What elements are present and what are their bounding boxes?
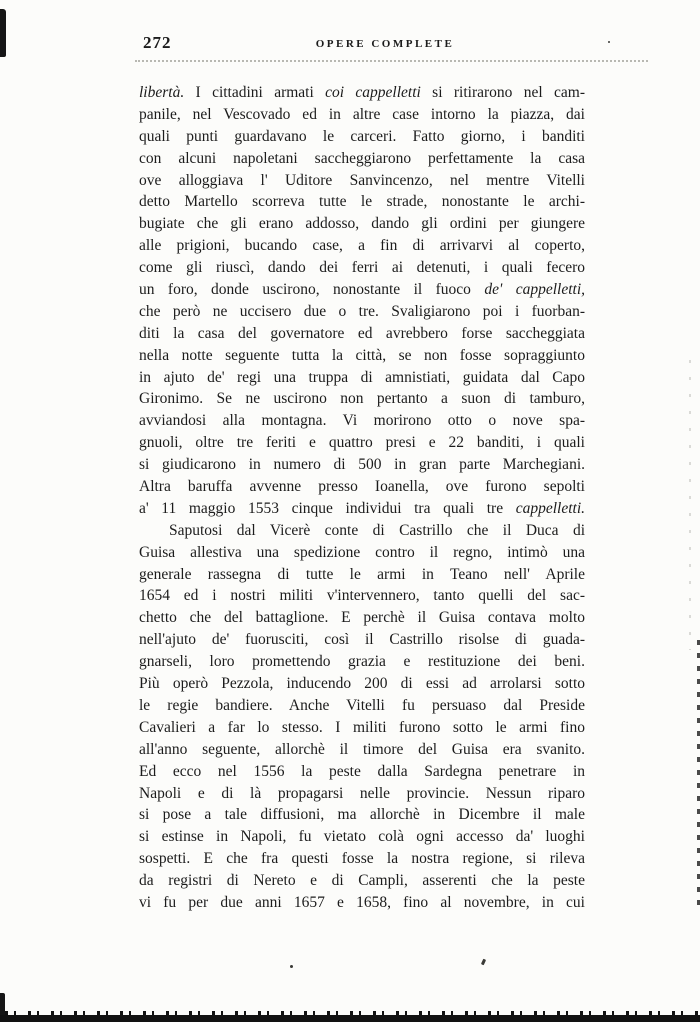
- body-text: Guisa allestiva una spedizione contro il regno, intimò una: [139, 543, 585, 561]
- header-dotted-rule: [135, 60, 648, 62]
- body-text: bugiate che gli erano addosso, dando gli ordini per giungere: [139, 215, 585, 233]
- body-text: avviandosi alla montagna. Vi morirono otto o nove spa-: [139, 412, 585, 430]
- text-block: [139, 82, 585, 914]
- text-line: [139, 104, 585, 126]
- body-text: 1654 ed i nostri militi v'intervennero, tanto quelli del sac-: [139, 587, 585, 605]
- body-text: gnuoli, oltre tre feriti e quattro presi e 22 banditi, i quali: [139, 434, 585, 452]
- body-text: quali punti guardavano le carceri. Fatto giorno, i banditi: [139, 127, 585, 145]
- body-text: chetto che del battaglione. E perchè il Guisa contava molto: [139, 609, 585, 627]
- text-line: [139, 345, 585, 367]
- text-line: [139, 170, 585, 192]
- text-line: [139, 717, 585, 739]
- body-text: sospetti. E che fra questi fosse la nostra regione, si rileva: [139, 850, 585, 868]
- italic-text: coi cappelletti: [325, 84, 421, 101]
- body-text: le regie bandiere. Anche Vitelli fu persuaso dal Preside: [139, 696, 585, 714]
- text-line: [139, 804, 585, 826]
- body-text: che però ne uccisero due o tre. Svaligiarono poi i fuorban-: [139, 302, 585, 320]
- body-text: panile, nel Vescovado ed in altre case intorno la piazza, dai: [139, 105, 585, 123]
- page-number: 272: [143, 33, 172, 52]
- text-line: [139, 564, 585, 586]
- body-text: un foro, donde uscirono, nonostante il fuoco: [139, 281, 485, 299]
- text-line: [139, 82, 585, 104]
- text-line: [139, 388, 585, 410]
- body-text: Gironimo. Se ne uscirono non pertanto a suon di tamburo,: [139, 390, 585, 408]
- scan-artifact-right-faint: [689, 360, 691, 650]
- italic-text: libertà.: [139, 84, 185, 101]
- text-line: [139, 542, 585, 564]
- italic-text: de' cappelletti,: [484, 281, 585, 299]
- body-text: gnarseli, loro promettendo grazia e restituzione dei beni.: [139, 653, 585, 671]
- text-line: [139, 257, 585, 279]
- text-line: [139, 629, 585, 651]
- text-line: [139, 454, 585, 476]
- body-text: vi fu per due anni 1657 e 1658, fino al novembre, in cui: [139, 893, 585, 911]
- text-line: [139, 826, 585, 848]
- scan-artifact-bottom-ragged: [0, 1011, 700, 1015]
- body-text: come gli riuscì, dando dei ferri ai detenuti, i quali fecero: [139, 259, 585, 277]
- text-line: [139, 126, 585, 148]
- body-text: Cavalieri a far lo stesso. I militi furono sotto le armi fino: [139, 718, 585, 736]
- scan-speck: [290, 965, 293, 968]
- body-text: nell'ajuto de' fuorusciti, così il Castrillo risolse di guada-: [139, 631, 585, 649]
- body-text: in ajuto de' regi una truppa di amnistiati, guidata dal Capo: [139, 368, 585, 386]
- text-line: [139, 783, 585, 805]
- scan-artifact-bottom-left: [0, 993, 5, 1016]
- text-line: [139, 191, 585, 213]
- text-line: [139, 213, 585, 235]
- text-line: [139, 279, 585, 301]
- scan-speck: [481, 959, 486, 966]
- body-text: generale rassegna di tutte le armi in Teano nell' Aprile: [139, 565, 585, 583]
- body-text: con alcuni napoletani saccheggiarono perfettamente la casa: [139, 149, 585, 167]
- body-text: a' 11 maggio 1553 cinque individui tra quali tre: [139, 499, 516, 517]
- body-text: diti la casa del governatore ed avrebbero forse saccheggiata: [139, 324, 585, 342]
- text-line: [139, 892, 585, 914]
- text-line: [139, 301, 585, 323]
- body-text: Altra baruffa avvenne presso Ioanella, ove furono sepolti: [139, 478, 585, 496]
- text-line: [139, 607, 585, 629]
- text-line: [139, 695, 585, 717]
- body-text: si estinse in Napoli, fu vietato colà ogni accesso da' luoghi: [139, 828, 585, 846]
- text-line: [139, 761, 585, 783]
- body-text: da registri di Nereto e di Campli, asserenti che la peste: [139, 872, 585, 890]
- scan-speck: [608, 41, 610, 43]
- text-line: [139, 235, 585, 257]
- text-line: [139, 148, 585, 170]
- body-text: Ed ecco nel 1556 la peste dalla Sardegna penetrare in: [139, 762, 585, 780]
- text-line: [139, 323, 585, 345]
- body-text: nella notte seguente tutta la città, se non fosse sopraggiunto: [139, 346, 585, 364]
- body-text: detto Martello scorreva tutte le strade, nonostante le archi-: [139, 193, 585, 211]
- text-line: [139, 432, 585, 454]
- text-line: [139, 673, 585, 695]
- body-text: all'anno seguente, allorchè il timore del Guisa era svanito.: [139, 740, 585, 758]
- text-line: [139, 410, 585, 432]
- text-line: [139, 476, 585, 498]
- body-text: si giudicarono in numero di 500 in gran parte Marchegiani.: [139, 456, 585, 474]
- body-text: si pose a tale diffusioni, ma allorchè in Dicembre il male: [139, 806, 585, 824]
- text-line: [139, 585, 585, 607]
- text-line: [139, 651, 585, 673]
- text-line: [139, 498, 585, 520]
- body-text: alle prigioni, bucando case, a fin di arrivarvi al coperto,: [139, 237, 585, 255]
- body-text: Più operò Pezzola, inducendo 200 di essi ad arrolarsi sotto: [139, 675, 585, 693]
- body-text: si ritirarono nel cam-: [420, 84, 585, 101]
- body-text: Saputosi dal Vicerè conte di Castrillo che il Duca di: [169, 521, 585, 539]
- text-line: [139, 870, 585, 892]
- body-text: Napoli e di là propagarsi nelle provincie. Nessun riparo: [139, 784, 585, 802]
- scan-artifact-bottom-bar: [0, 1015, 700, 1022]
- scan-artifact-top-left: [0, 9, 6, 57]
- italic-text: cappelletti.: [515, 499, 585, 517]
- text-line: [139, 739, 585, 761]
- body-text: I cittadini armati: [184, 84, 326, 101]
- body-text: ove alloggiava l' Uditore Sanvincenzo, nel mentre Vitelli: [139, 171, 585, 189]
- text-line: [139, 520, 585, 542]
- text-line: [139, 367, 585, 389]
- running-title: OPERE COMPLETE: [315, 38, 455, 50]
- text-line: [139, 848, 585, 870]
